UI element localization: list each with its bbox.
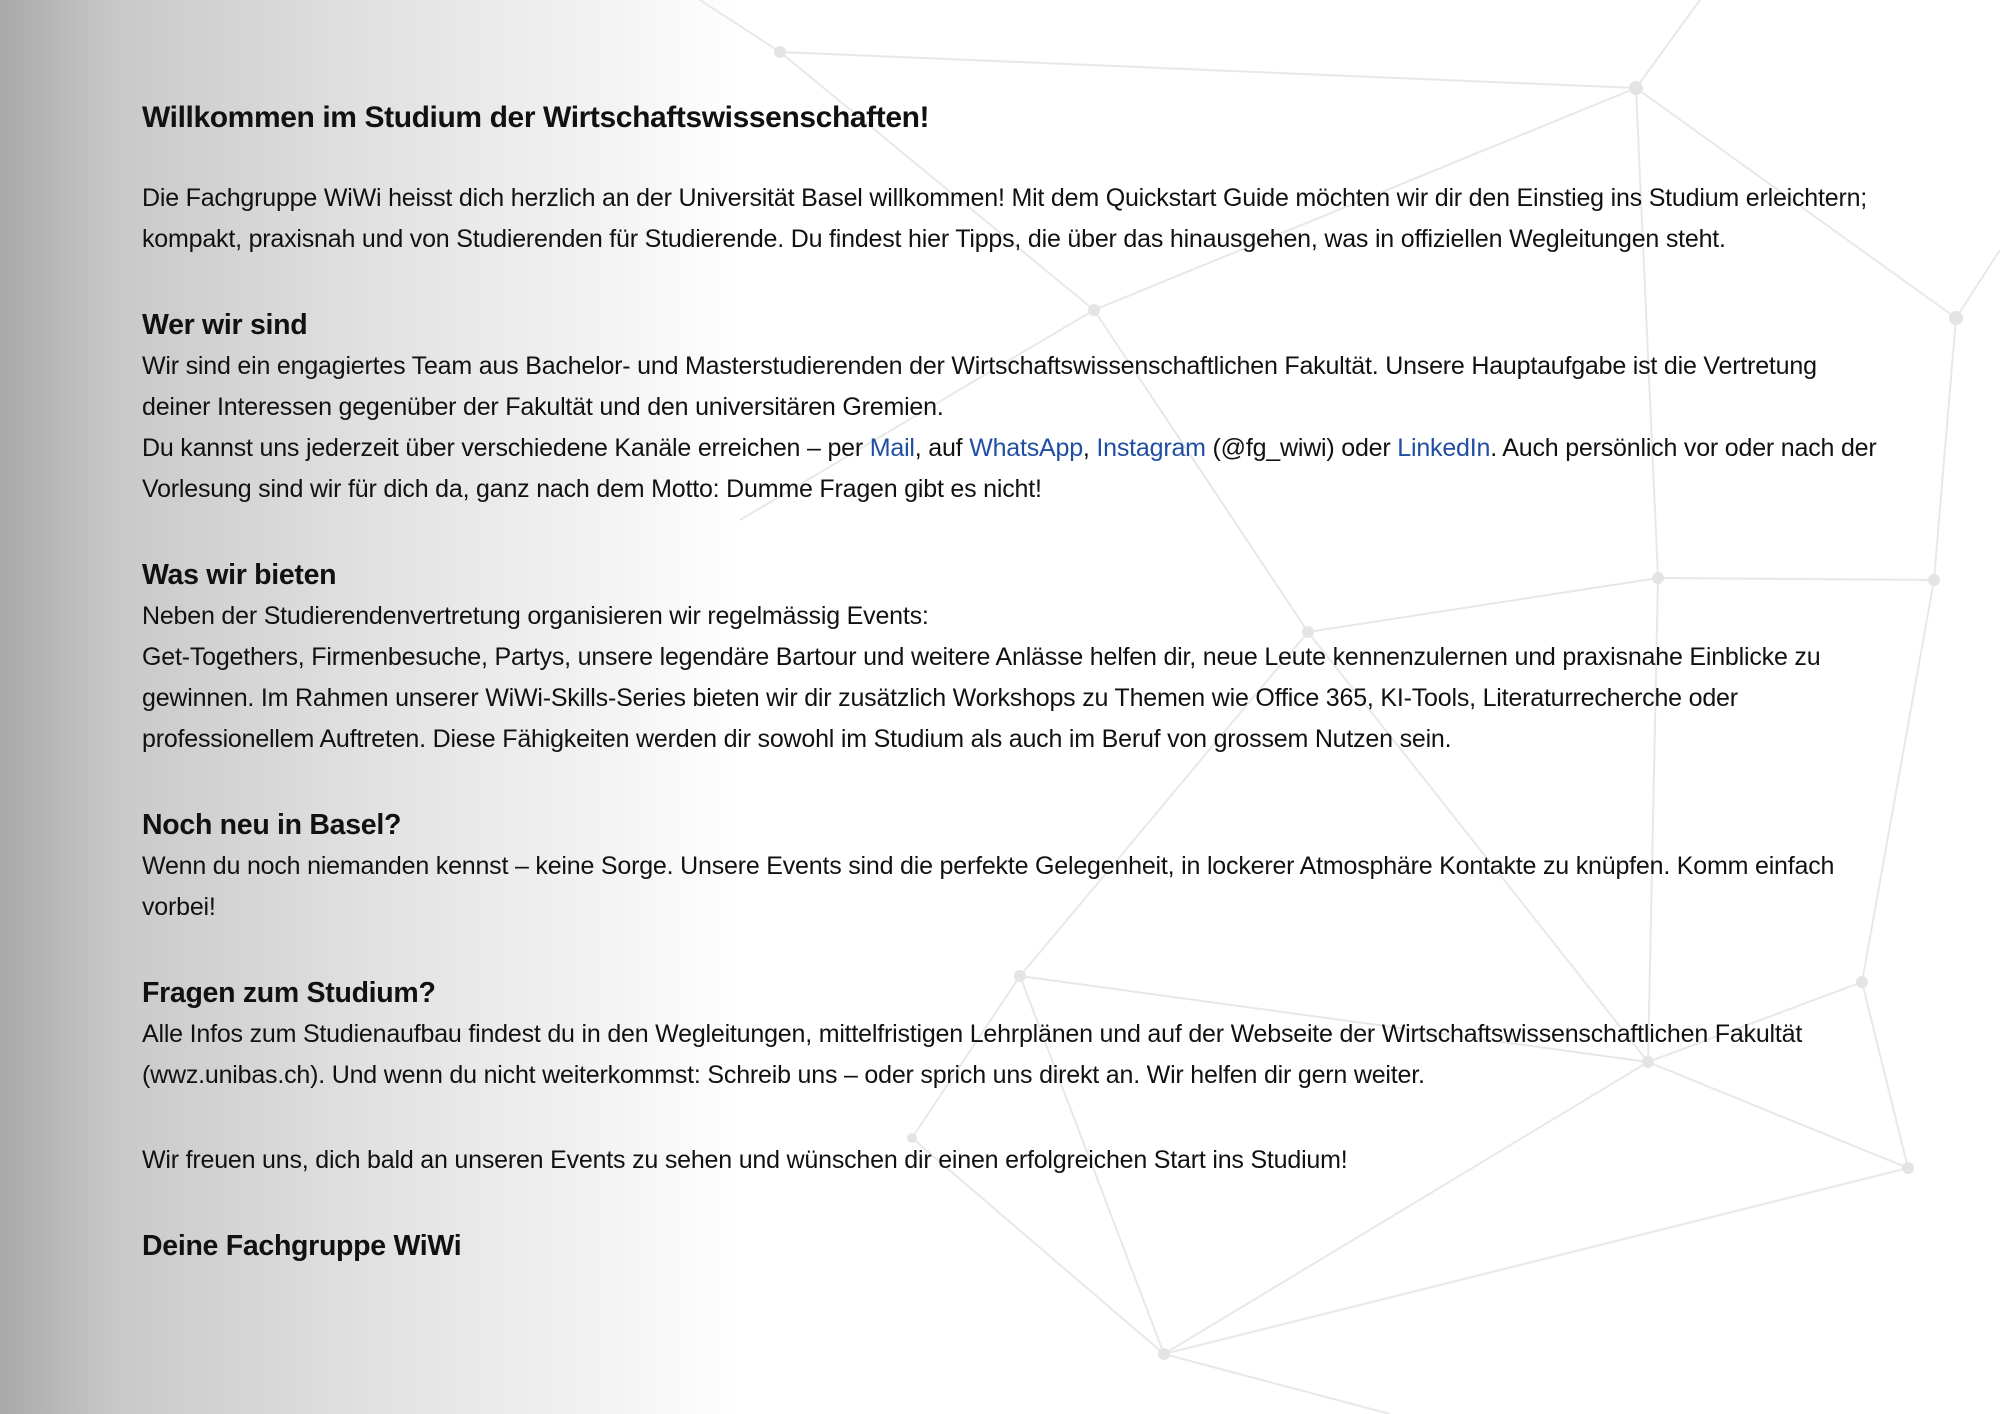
mail-link[interactable]: Mail xyxy=(869,434,915,462)
section-body-new: Wenn du noch niemanden kennst – keine Sorge. Unsere Events sind die perfekte Gelegenheit, in lockerer Atmosphäre Kontakte zu knüpfen. Komm einfach vorbei! xyxy=(142,852,1835,921)
section-body-who xyxy=(142,346,1882,510)
section-body-offer xyxy=(142,596,1882,760)
linkedin-link[interactable]: LinkedIn xyxy=(1397,434,1491,462)
page-title: Willkommen im Studium der Wirtschaftswissenschaften! xyxy=(142,101,930,134)
separator-comma: , xyxy=(1082,434,1097,462)
section-heading-new: Noch neu in Basel? xyxy=(142,809,402,841)
document-content xyxy=(142,94,1882,1267)
offer-paragraph-1: Neben der Studierendenvertretung organisieren wir regelmässig Events: xyxy=(142,602,929,630)
who-paragraph: Wir sind ein engagiertes Team aus Bachelor- und Masterstudierenden der Wirtschaftswissenschaftlichen Fakultät. Unsere Hauptaufgabe ist die Vertretung deiner Interessen gegenüber der Fakultät und den universitären Gremien. xyxy=(142,352,1817,421)
contact-prefix: Du kannst uns jederzeit über verschiedene Kanäle erreichen – per xyxy=(142,434,870,462)
separator-auf: , auf xyxy=(914,434,970,462)
section-heading-who: Wer wir sind xyxy=(142,309,308,341)
whatsapp-link[interactable]: WhatsApp xyxy=(969,434,1083,462)
contact-paragraph xyxy=(142,428,1882,510)
instagram-handle: (@fg_wiwi) oder xyxy=(1205,434,1398,462)
section-heading-questions: Fragen zum Studium? xyxy=(142,977,436,1009)
contact-suffix: . Auch persönlich vor oder nach der Vorlesung sind wir für dich da, ganz nach dem Motto: Dumme Fragen gibt es nicht! xyxy=(142,434,1877,503)
signature: Deine Fachgruppe WiWi xyxy=(142,1230,462,1262)
intro-paragraph: Die Fachgruppe WiWi heisst dich herzlich an der Universität Basel willkommen! Mit dem Quickstart Guide möchten wir dir den Einstieg ins Studium erleichtern; kompakt, praxisnah und von Studierenden für Studierende. Du findest hier Tipps, die über das hinausgehen, was in offiziellen Wegleitungen steht. xyxy=(142,184,1868,253)
section-heading-offer: Was wir bieten xyxy=(142,559,337,591)
closing-paragraph: Wir freuen uns, dich bald an unseren Events zu sehen und wünschen dir einen erfolgreichen Start ins Studium! xyxy=(142,1146,1348,1174)
instagram-link[interactable]: Instagram xyxy=(1096,434,1206,462)
section-body-questions: Alle Infos zum Studienaufbau findest du in den Wegleitungen, mittelfristigen Lehrplänen und auf der Webseite der Wirtschaftswissenschaftlichen Fakultät (wwz.unibas.ch). Und wenn du nicht weiterkommst: Schreib uns – oder sprich uns direkt an. Wir helfen dir gern weiter. xyxy=(142,1020,1803,1089)
offer-paragraph-2: Get-Togethers, Firmenbesuche, Partys, unsere legendäre Bartour und weitere Anlässe helfen dir, neue Leute kennenzulernen und praxisnahe Einblicke zu gewinnen. Im Rahmen unserer WiWi-Skills-Series bieten wir dir zusätzlich Workshops zu Themen wie Office 365, KI-Tools, Literaturrecherche oder professionellem Auftreten. Diese Fähigkeiten werden dir sowohl im Studium als auch im Beruf von grossem Nutzen sein. xyxy=(142,643,1821,753)
